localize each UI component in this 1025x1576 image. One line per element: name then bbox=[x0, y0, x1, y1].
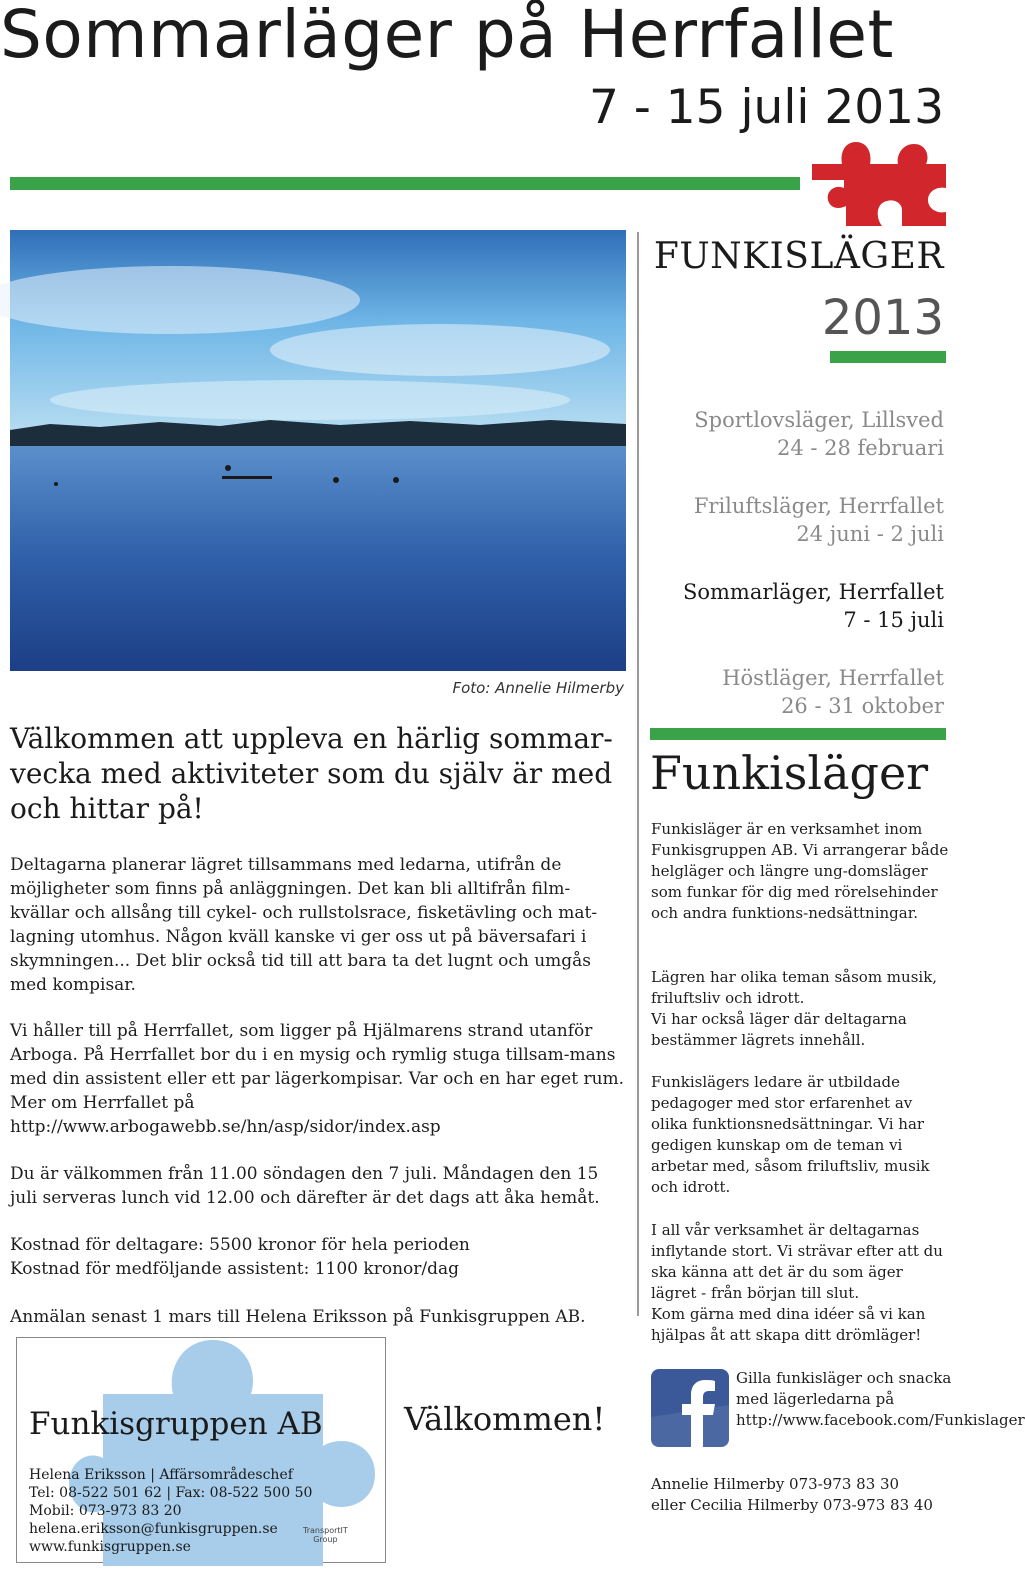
business-card bbox=[16, 1337, 386, 1563]
photo-caption: Foto: Annelie Hilmerby bbox=[452, 679, 624, 697]
sidebar-paragraph: Funkislägers ledare är utbildade pedagoger med stor erfarenhet av olika funktionsnedsättningar. Vi har gedigen kunskap om de teman vi arbetar med, såsom friluftsliv, musik och idrott. bbox=[651, 1073, 930, 1196]
welcome-heading: Välkommen att uppleva en härlig sommar-vecka med aktiviteter som du själv är med och hittar på! bbox=[10, 722, 613, 825]
transportit-group-logo: TransportIT Group bbox=[303, 1526, 348, 1544]
closing-greeting: Välkommen! bbox=[404, 1400, 606, 1438]
body-paragraph: Vi håller till på Herrfallet, som ligger på Hjälmarens strand utanför Arboga. På Herrfallet bor du i en mysig och rymlig stuga tillsam-mans med din assistent eller ett par lägerkompisar. Var och en har eget rum. Mer om Herrfallet på http://www.arbogawebb.se/hn/asp/sidor/index.asp bbox=[10, 1021, 625, 1137]
contact-persons: Annelie Hilmerby 073-973 83 30 eller Cecilia Hilmerby 073-973 83 40 bbox=[651, 1475, 933, 1514]
camp-item-current: Sommarläger, Herrfallet 7 - 15 juli bbox=[682, 580, 944, 632]
camp-item: Friluftsläger, Herrfallet 24 juni - 2 juli bbox=[693, 494, 944, 546]
section-title: Funkisläger bbox=[650, 746, 929, 800]
lake-photo bbox=[10, 230, 626, 671]
contact-website[interactable]: www.funkisgruppen.se bbox=[29, 1539, 191, 1555]
sidebar-paragraph: I all vår verksamhet är deltagarnas inflytande stort. Vi strävar efter att du ska känna att det är du som äger lägret - från början till slut. Kom gärna med dina idéer så vi kan hjälpas åt att skapa ditt drömläger! bbox=[651, 1221, 943, 1344]
event-dates: 7 - 15 juli 2013 bbox=[588, 80, 944, 135]
green-divider-short bbox=[830, 351, 946, 363]
cost-paragraph: Kostnad för deltagare: 5500 kronor för hela perioden Kostnad för medföljande assistent: 1100 kronor/dag bbox=[10, 1235, 470, 1279]
sidebar-year: 2013 bbox=[821, 290, 944, 346]
sidebar-heading: FUNKISLÄGER bbox=[653, 236, 944, 277]
body-paragraph: Deltagarna planerar lägret tillsammans med ledarna, utifrån de möjligheter som finns på anläggningen. Det kan bli alltifrån film-kvällar och allsång till cykel- och rullstolsrace, fisketävling och mat-lagning utomhus. Någon kväll kanske vi ger oss ut på bäversafari i skymningen... Det blir också tid till att bara ta det lugnt och umgås med kompisar. bbox=[10, 855, 598, 995]
puzzle-piece-logo bbox=[806, 136, 948, 228]
camp-item: Höstläger, Herrfallet 26 - 31 oktober bbox=[722, 666, 944, 718]
green-divider-mid bbox=[650, 728, 946, 740]
camp-item: Sportlovsläger, Lillsved 24 - 28 februari bbox=[694, 408, 944, 460]
green-divider-top bbox=[10, 177, 800, 190]
registration-paragraph: Anmälan senast 1 mars till Helena Eriksson på Funkisgruppen AB. bbox=[10, 1307, 586, 1327]
contact-phone-fax: Tel: 08-522 501 62 | Fax: 08-522 500 50 bbox=[29, 1485, 313, 1501]
contact-email[interactable]: helena.eriksson@funkisgruppen.se bbox=[29, 1521, 278, 1537]
column-divider bbox=[637, 232, 639, 1316]
facebook-text: Gilla funkisläger och snacka med lägerledarna på http://www.facebook.com/Funkislager bbox=[736, 1369, 1025, 1429]
page-title: Sommarläger på Herrfallet bbox=[0, 0, 894, 73]
sidebar-paragraph: Funkisläger är en verksamhet inom Funkisgruppen AB. Vi arrangerar både helgläger och längre ung-domsläger som funkar för dig med rörelsehinder och andra funktions-nedsättningar. bbox=[651, 820, 949, 922]
company-name: Funkisgruppen AB bbox=[29, 1406, 323, 1442]
sidebar-paragraph: Lägren har olika teman såsom musik, friluftsliv och idrott. Vi har också läger där deltagarna bestämmer lägrets innehåll. bbox=[651, 968, 938, 1049]
contact-name-title: Helena Eriksson | Affärsområdeschef bbox=[29, 1467, 293, 1483]
contact-mobile: Mobil: 073-973 83 20 bbox=[29, 1503, 182, 1519]
facebook-icon[interactable] bbox=[651, 1369, 729, 1447]
body-paragraph: Du är välkommen från 11.00 söndagen den 7 juli. Måndagen den 15 juli serveras lunch vid 12.00 och därefter är det dags att åka hemåt. bbox=[10, 1164, 600, 1208]
